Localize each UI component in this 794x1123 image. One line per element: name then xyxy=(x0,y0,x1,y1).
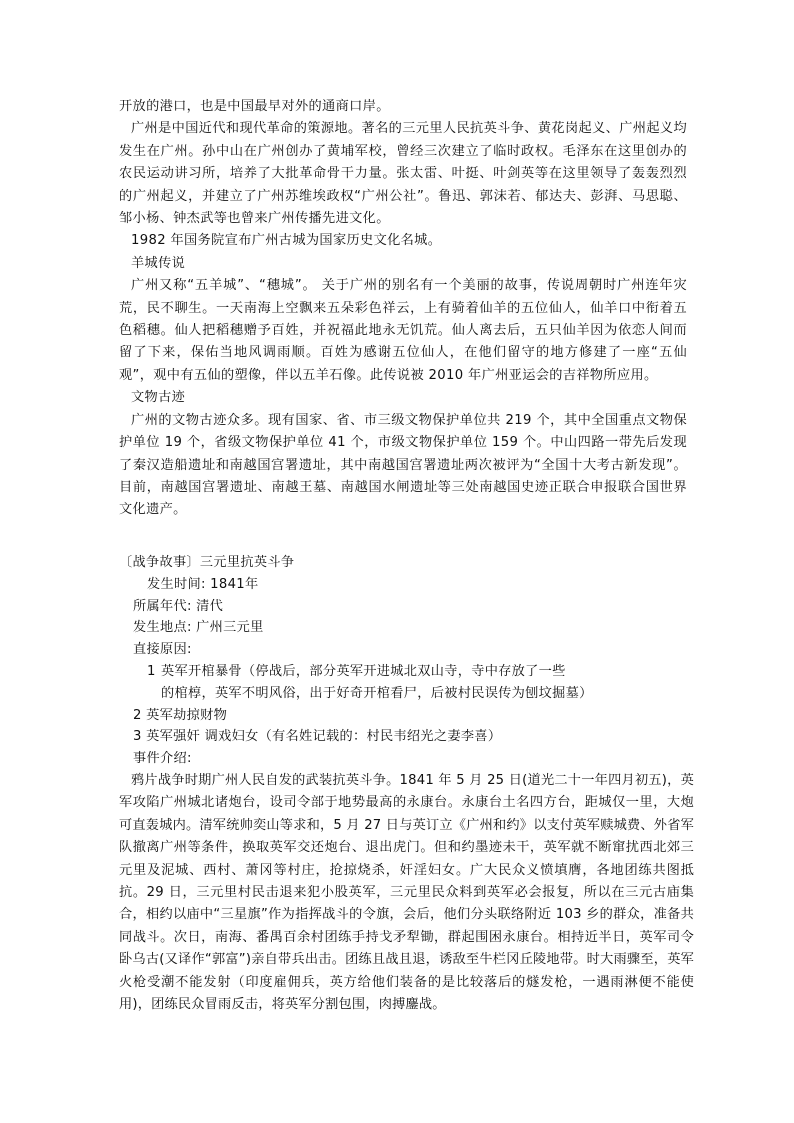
heading-cultural-relics: 文物古迹 xyxy=(131,390,186,406)
paragraph-revolution: 广州是中国近代和现代革命的策源地。著名的三元里人民抗英斗争、黄花岗起义、广州起义均发生在广州。孙中山在广州创办了黄埔军校，曾经三次建立了临时政权。毛泽东在这里创办的农民运动讲习所，培养了大批革命骨干力量。张太雷、叶挺、叶剑英等在这里领导了轰轰烈烈的广州起义，并建立了广州苏维埃政权“广州公社”。鲁迅、郭沫若、郁达夫、彭湃、马思聪、邹小杨、钟杰武等也曾来广州传播先进文化。 xyxy=(119,121,687,227)
paragraph-cultural-relics: 广州的文物古迹众多。现有国家、省、市三级文物保护单位共 219 个，其中全国重点文物保护单位 19 个，省级文物保护单位 41 个，市级文物保护单位 159 个。中山四路一带先后发现了秦汉造船遗址和南越国宫署遗址，其中南越国宫署遗址两次被评为“全国十大考古新发现”。目前，南越国宫署遗址、南越王墓、南越国水闸遗址等三处南越国史迹正联合申报联合国世界文化遗产。 xyxy=(119,412,687,518)
war-story-section xyxy=(119,552,694,1016)
occurrence-place: 发生地点: 广州三元里 xyxy=(133,620,264,636)
event-narrative: 鸦片战争时期广州人民自发的武装抗英斗争。1841 年 5 月 25 日(道光二十一年四月初五)，英军攻陷广州城北诸炮台，设司令部于地势最高的永康台。永康台土名四方台，距城仅一里，大炮可直轰城内。清军统帅奕山等求和，5 月 27 日与英订立《广州和约》以支付英军赎城费、外省军队撤离广州等条件，换取英军交还炮台、退出虎门。但和约墨迹未干，英军就不断窜扰西北郊三元里及泥城、西村、萧冈等村庄，抢掠烧杀，奸淫妇女。广大民众义愤填膺，各地团练共图抵抗。29 日，三元里村民击退来犯小股英军，三元里民众料到英军必会报复，所以在三元古庙集合，相约以庙中“三星旗”作为指挥战斗的令旗，会后，他们分头联络附近 103 乡的群众，准备共同战斗。次日，南海、番禺百余村团练手持戈矛犁锄，群起围困永康台。相持近半日，英军司令卧乌古(又译作“郭富”)亲自带兵出击。团练且战且退，诱敌至牛栏冈丘陵地带。时大雨骤至，英军火枪受潮不能发射（印度雇佣兵，英方给他们装备的是比较落后的燧发枪，一遇雨淋便不能使用)，团练民众冒雨反击，将英军分割包围，肉搏鏖战。 xyxy=(119,772,694,1013)
paragraph-historic-city: 1982 年国务院宣布广州古城为国家历史文化名城。 xyxy=(131,233,442,249)
guangzhou-overview-section xyxy=(119,96,687,522)
occurrence-time: 发生时间: 1841年 xyxy=(147,576,259,592)
cause-item-1 xyxy=(119,661,597,683)
era: 所属年代: 清代 xyxy=(133,598,224,614)
paragraph-port: 开放的港口，也是中国最早对外的通商口岸。 xyxy=(119,99,390,114)
cause-item-1-number: 1 xyxy=(147,663,156,679)
cause-item-1-continuation: 的棺椁，英军不明风俗，出于好奇开棺看尸，后被村民误传为刨坟掘墓） xyxy=(161,685,593,701)
cause-item-1-text: 英军开棺暴骨（停战后，部分英军开进城北双山寺，寺中存放了一些 xyxy=(161,663,566,679)
cause-item-3: 3 英军强奸 调戏妇女（有名姓记载的：村民韦绍光之妻李喜） xyxy=(133,729,502,745)
cause-item-2: 2 英军劫掠财物 xyxy=(133,707,228,723)
heading-yangcheng-legend: 羊城传说 xyxy=(131,255,186,271)
event-intro-label: 事件介绍: xyxy=(133,751,192,767)
war-story-title: 〔战争故事〕三元里抗英斗争 xyxy=(119,555,295,570)
direct-cause-label: 直接原因: xyxy=(133,642,192,658)
paragraph-five-rams-legend: 广州又称“五羊城”、“穗城”。 关于广州的别名有一个美丽的故事，传说周朝时广州连年灾荒，民不聊生。一天南海上空飘来五朵彩色祥云，上有骑着仙羊的五位仙人，仙羊口中衔着五色稻穗。仙人把稻穗赠予百姓，并祝福此地永无饥荒。仙人离去后，五只仙羊因为依恋人间而留了下来，保佑当地风调雨顺。百姓为感谢五位仙人，在他们留守的地方修建了一座“五仙观”，观中有五仙的塑像，伴以五羊石像。此传说被 2010 年广州亚运会的吉祥物所应用。 xyxy=(119,278,687,383)
